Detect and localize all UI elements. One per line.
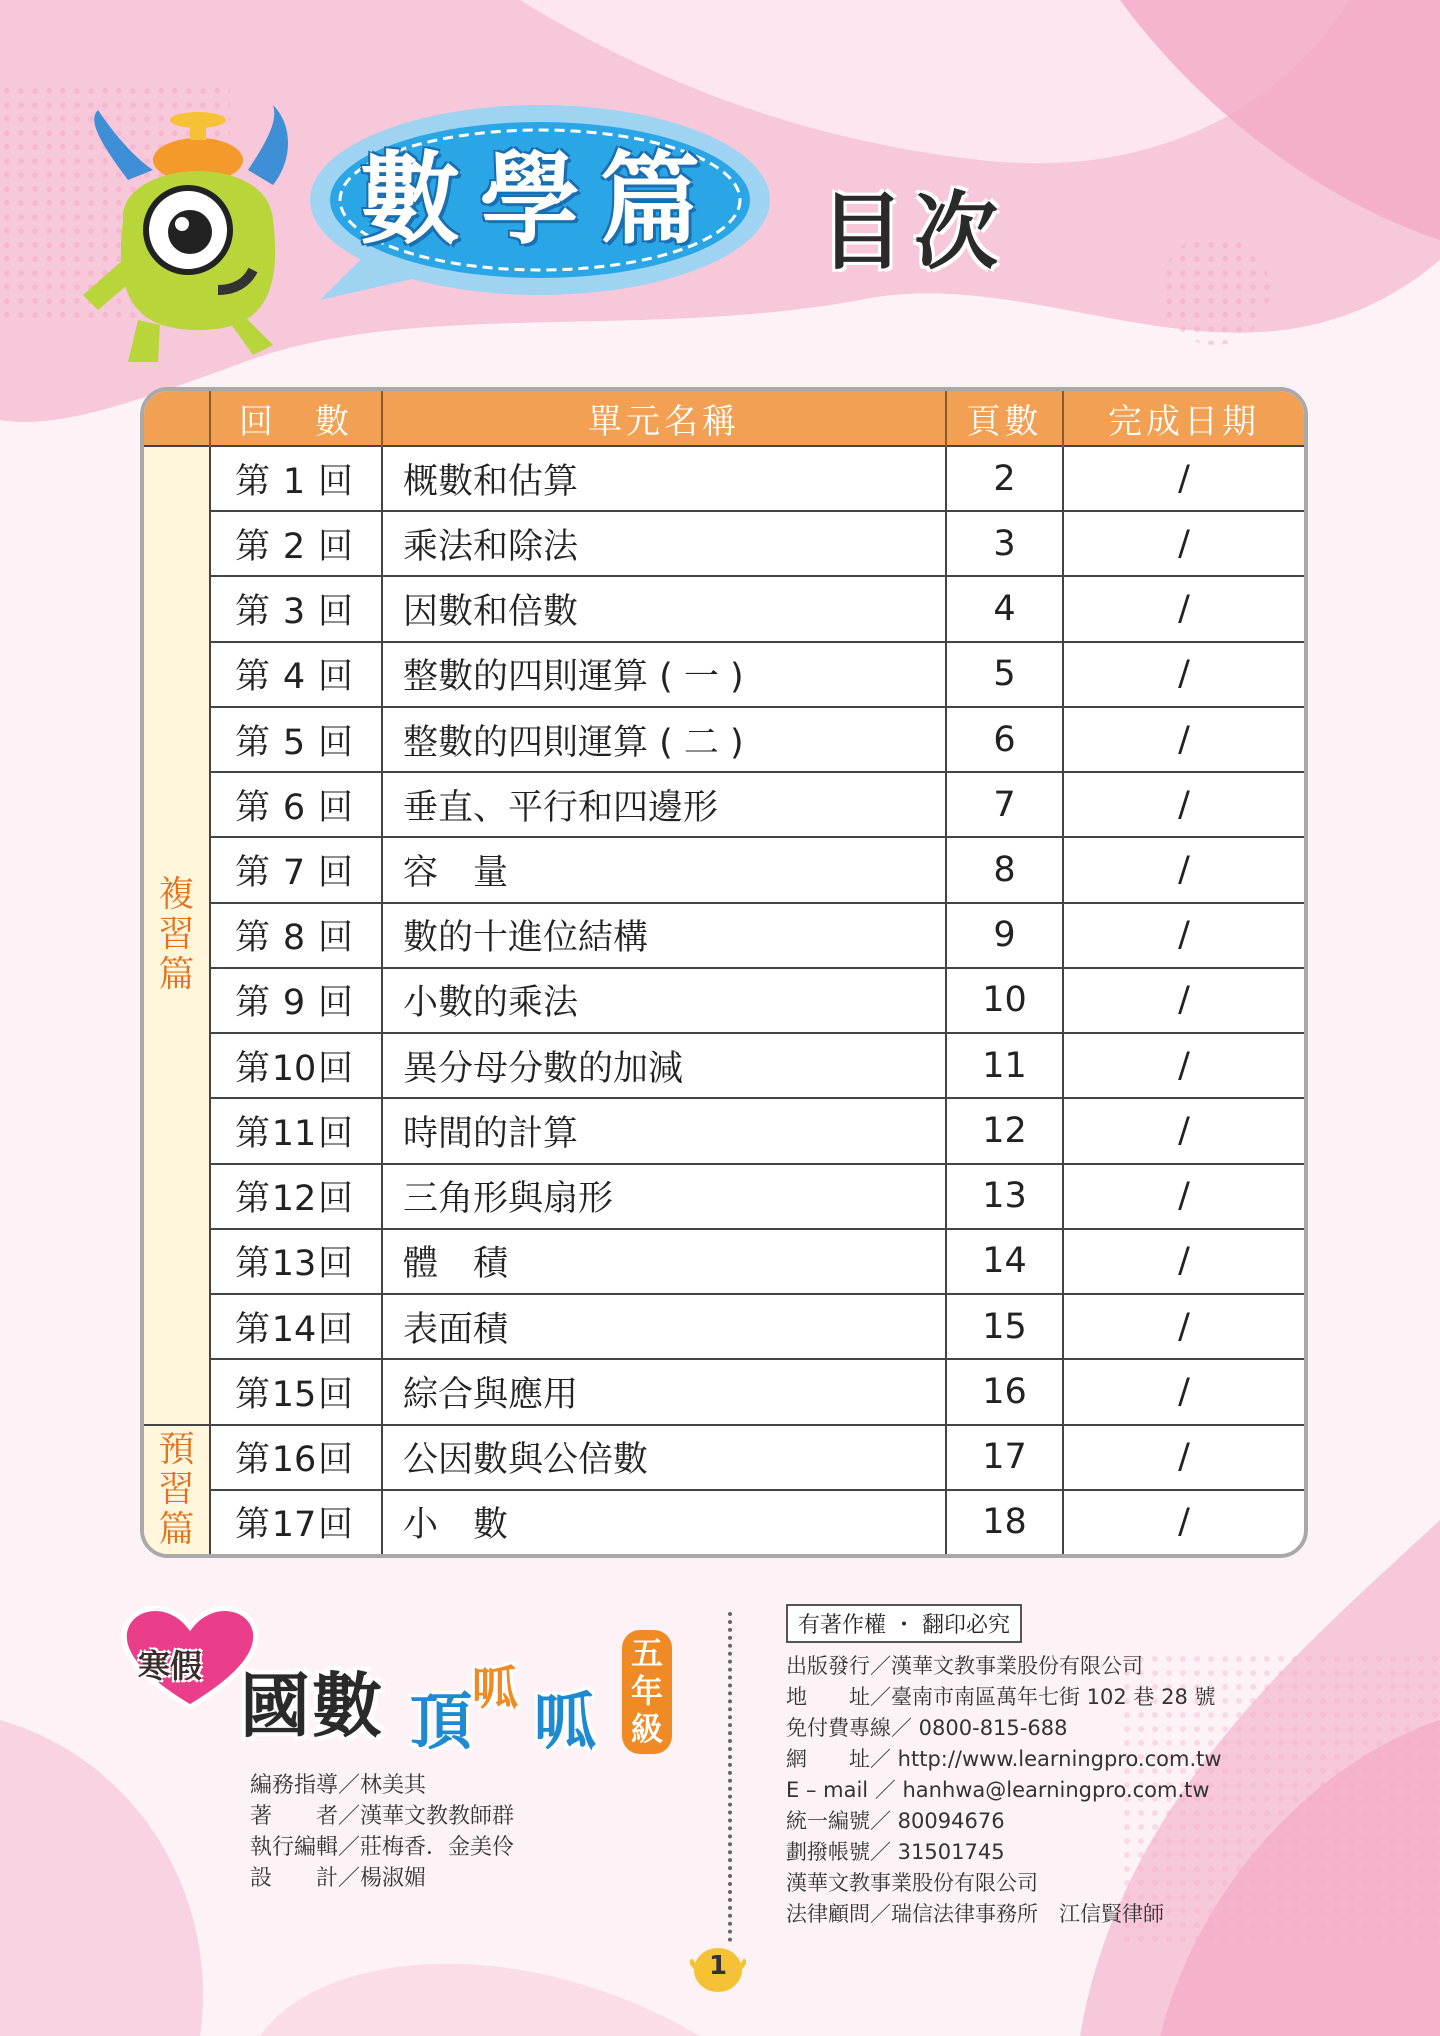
publisher-line: 網 址／ http://www.learningpro.com.tw <box>786 1747 1222 1771</box>
header-completion-date: 完成日期 <box>1063 391 1304 446</box>
round-suffix: 回 <box>318 1244 354 1285</box>
round-number: 4 <box>282 657 306 698</box>
page-number-cell: 2 <box>946 446 1063 511</box>
round-cell <box>210 707 382 772</box>
round-suffix: 回 <box>318 983 354 1024</box>
round-prefix: 第 <box>235 787 271 828</box>
round-suffix: 回 <box>318 918 354 959</box>
round-cell <box>210 1294 382 1359</box>
round-prefix: 第 <box>235 1374 271 1415</box>
round-suffix: 回 <box>318 722 354 763</box>
page-number-cell: 7 <box>946 772 1063 837</box>
round-number: 5 <box>282 722 306 763</box>
footer-divider <box>728 1612 732 1942</box>
credit-line: 執行編輯／莊梅香．金美伶 <box>250 1835 515 1860</box>
round-number: 16 <box>271 1440 317 1481</box>
header-unit-name: 單元名稱 <box>382 391 946 446</box>
completion-date: / <box>1063 1164 1304 1229</box>
round-suffix: 回 <box>318 657 354 698</box>
round-number: 9 <box>282 983 306 1024</box>
round-prefix: 第 <box>235 461 271 502</box>
completion-date: / <box>1063 1490 1304 1554</box>
unit-name: 綜合與應用 <box>382 1359 946 1424</box>
completion-date: / <box>1063 707 1304 772</box>
unit-name: 整數的四則運算 ( 一 ) <box>382 642 946 707</box>
unit-name: 整數的四則運算 ( 二 ) <box>382 707 946 772</box>
table-row <box>144 968 1304 1033</box>
unit-name: 異分母分數的加減 <box>382 1033 946 1098</box>
table-of-contents <box>140 387 1308 1558</box>
round-prefix: 第 <box>235 1048 271 1089</box>
round-prefix: 第 <box>235 1309 271 1350</box>
round-prefix: 第 <box>235 592 271 633</box>
publisher-line: 免付費專線／ 0800-815-688 <box>786 1716 1068 1740</box>
completion-date: / <box>1063 837 1304 902</box>
round-suffix: 回 <box>318 1179 354 1220</box>
round-number: 2 <box>282 526 306 567</box>
round-suffix: 回 <box>318 1048 354 1089</box>
round-cell <box>210 1033 382 1098</box>
page-number-cell: 13 <box>946 1164 1063 1229</box>
table-row <box>144 1294 1304 1359</box>
completion-date: / <box>1063 968 1304 1033</box>
table-row <box>144 1164 1304 1229</box>
grade-text: 五 年 級 <box>630 1634 663 1748</box>
credit-line: 編務指導／林美其 <box>250 1773 427 1798</box>
round-cell <box>210 1229 382 1294</box>
publisher-info <box>786 1651 1222 1930</box>
round-suffix: 回 <box>318 1113 354 1154</box>
round-cell <box>210 446 382 511</box>
round-prefix: 第 <box>235 657 271 698</box>
unit-name: 表面積 <box>382 1294 946 1359</box>
unit-name: 體 積 <box>382 1229 946 1294</box>
completion-date: / <box>1063 1425 1304 1490</box>
table-row <box>144 1425 1304 1490</box>
table-row <box>144 1229 1304 1294</box>
round-number: 14 <box>271 1309 317 1350</box>
page-number-cell: 15 <box>946 1294 1063 1359</box>
page-number-cell: 14 <box>946 1229 1063 1294</box>
logo-text-part-2: 呱 <box>472 1661 518 1715</box>
credits-list <box>250 1770 514 1894</box>
round-suffix: 回 <box>318 526 354 567</box>
round-suffix: 回 <box>318 1374 354 1415</box>
section-label: 複 習 篇 <box>144 446 210 1425</box>
unit-name: 因數和倍數 <box>382 576 946 641</box>
round-prefix: 第 <box>235 526 271 567</box>
round-prefix: 第 <box>235 1179 271 1220</box>
round-cell <box>210 903 382 968</box>
round-prefix: 第 <box>235 722 271 763</box>
unit-name: 容 量 <box>382 837 946 902</box>
round-cell <box>210 1359 382 1424</box>
header-section-cell <box>144 391 210 446</box>
round-cell <box>210 1490 382 1554</box>
table-row <box>144 446 1304 511</box>
round-cell <box>210 576 382 641</box>
round-number: 13 <box>271 1244 317 1285</box>
page-number-cell: 10 <box>946 968 1063 1033</box>
completion-date: / <box>1063 1359 1304 1424</box>
publisher-line: 出版發行／漢華文教事業股份有限公司 <box>786 1654 1143 1678</box>
grade-badge <box>622 1630 672 1754</box>
page-number-cell: 8 <box>946 837 1063 902</box>
credit-line: 設 計／楊淑媚 <box>250 1866 427 1891</box>
round-suffix: 回 <box>318 1309 354 1350</box>
round-number: 7 <box>282 853 306 894</box>
unit-name: 三角形與扇形 <box>382 1164 946 1229</box>
completion-date: / <box>1063 903 1304 968</box>
round-prefix: 第 <box>235 1440 271 1481</box>
round-cell <box>210 511 382 576</box>
completion-date: / <box>1063 511 1304 576</box>
round-number: 3 <box>282 592 306 633</box>
publisher-line: 地 址／臺南市南區萬年七街 102 巷 28 號 <box>786 1685 1216 1709</box>
unit-name: 時間的計算 <box>382 1098 946 1163</box>
unit-name: 概數和估算 <box>382 446 946 511</box>
publisher-line: 劃撥帳號／ 31501745 <box>786 1840 1005 1864</box>
page-subtitle: 目次 <box>820 183 1009 281</box>
page-number-cell: 17 <box>946 1425 1063 1490</box>
round-cell <box>210 837 382 902</box>
completion-date: / <box>1063 1098 1304 1163</box>
round-number: 8 <box>282 918 306 959</box>
logo-text-part-3: 呱 <box>534 1685 597 1758</box>
round-suffix: 回 <box>318 592 354 633</box>
page-number-cell: 11 <box>946 1033 1063 1098</box>
round-number: 10 <box>271 1048 317 1089</box>
unit-name: 數的十進位結構 <box>382 903 946 968</box>
round-prefix: 第 <box>235 1113 271 1154</box>
completion-date: / <box>1063 1294 1304 1359</box>
table-row <box>144 576 1304 641</box>
completion-date: / <box>1063 642 1304 707</box>
copyright-notice: 有著作權 ・ 翻印必究 <box>786 1604 1022 1643</box>
unit-name: 垂直、平行和四邊形 <box>382 772 946 837</box>
section-label: 預 習 篇 <box>144 1425 210 1554</box>
logo-main-text: 國數 <box>240 1665 384 1747</box>
header-round: 回 數 <box>210 391 382 446</box>
round-number: 1 <box>282 461 306 502</box>
table-row <box>144 772 1304 837</box>
round-number: 11 <box>271 1113 317 1154</box>
round-number: 17 <box>271 1505 317 1546</box>
credit-line: 著 者／漢華文教教師群 <box>250 1804 515 1829</box>
completion-date: / <box>1063 1229 1304 1294</box>
table-row <box>144 837 1304 902</box>
completion-date: / <box>1063 446 1304 511</box>
round-prefix: 第 <box>235 918 271 959</box>
unit-name: 乘法和除法 <box>382 511 946 576</box>
round-number: 15 <box>271 1374 317 1415</box>
round-suffix: 回 <box>318 461 354 502</box>
table-row <box>144 511 1304 576</box>
page-number-cell: 4 <box>946 576 1063 641</box>
table-row <box>144 1490 1304 1554</box>
round-cell <box>210 1425 382 1490</box>
table-row <box>144 642 1304 707</box>
round-cell <box>210 968 382 1033</box>
round-suffix: 回 <box>318 853 354 894</box>
round-cell <box>210 642 382 707</box>
page-number: 1 <box>708 1951 728 1981</box>
unit-name: 小數的乘法 <box>382 968 946 1033</box>
table-row <box>144 707 1304 772</box>
round-suffix: 回 <box>318 1440 354 1481</box>
monster-mascot-icon <box>78 100 318 380</box>
page-number-cell: 9 <box>946 903 1063 968</box>
round-prefix: 第 <box>235 1244 271 1285</box>
unit-name: 小 數 <box>382 1490 946 1554</box>
header-page: 頁數 <box>946 391 1063 446</box>
table-header-row <box>144 391 1304 446</box>
publisher-line: 統一編號／ 80094676 <box>786 1809 1005 1833</box>
round-suffix: 回 <box>318 787 354 828</box>
page-title: 數學篇 <box>360 141 720 258</box>
round-prefix: 第 <box>235 1505 271 1546</box>
page-number-cell: 5 <box>946 642 1063 707</box>
publisher-line: 法律顧問／瑞信法律事務所 江信賢律師 <box>786 1902 1164 1926</box>
page-number-cell: 6 <box>946 707 1063 772</box>
completion-date: / <box>1063 1033 1304 1098</box>
round-cell <box>210 1098 382 1163</box>
page-number-cell: 16 <box>946 1359 1063 1424</box>
publisher-line: 漢華文教事業股份有限公司 <box>786 1871 1038 1895</box>
completion-date: / <box>1063 772 1304 837</box>
round-number: 6 <box>282 787 306 828</box>
table-row <box>144 1098 1304 1163</box>
round-prefix: 第 <box>235 983 271 1024</box>
page-number-cell: 3 <box>946 511 1063 576</box>
page-number-cell: 18 <box>946 1490 1063 1554</box>
round-prefix: 第 <box>235 853 271 894</box>
round-cell <box>210 1164 382 1229</box>
table-row <box>144 903 1304 968</box>
logo-heart-text: 寒假 <box>138 1647 203 1685</box>
publisher-line: E – mail ／ hanhwa@learningpro.com.tw <box>786 1778 1210 1802</box>
round-suffix: 回 <box>318 1505 354 1546</box>
round-number: 12 <box>271 1179 317 1220</box>
table-row <box>144 1359 1304 1424</box>
logo-text-part-1: 頂 <box>410 1685 473 1758</box>
page-number-cell: 12 <box>946 1098 1063 1163</box>
round-cell <box>210 772 382 837</box>
table-row <box>144 1033 1304 1098</box>
unit-name: 公因數與公倍數 <box>382 1425 946 1490</box>
completion-date: / <box>1063 576 1304 641</box>
